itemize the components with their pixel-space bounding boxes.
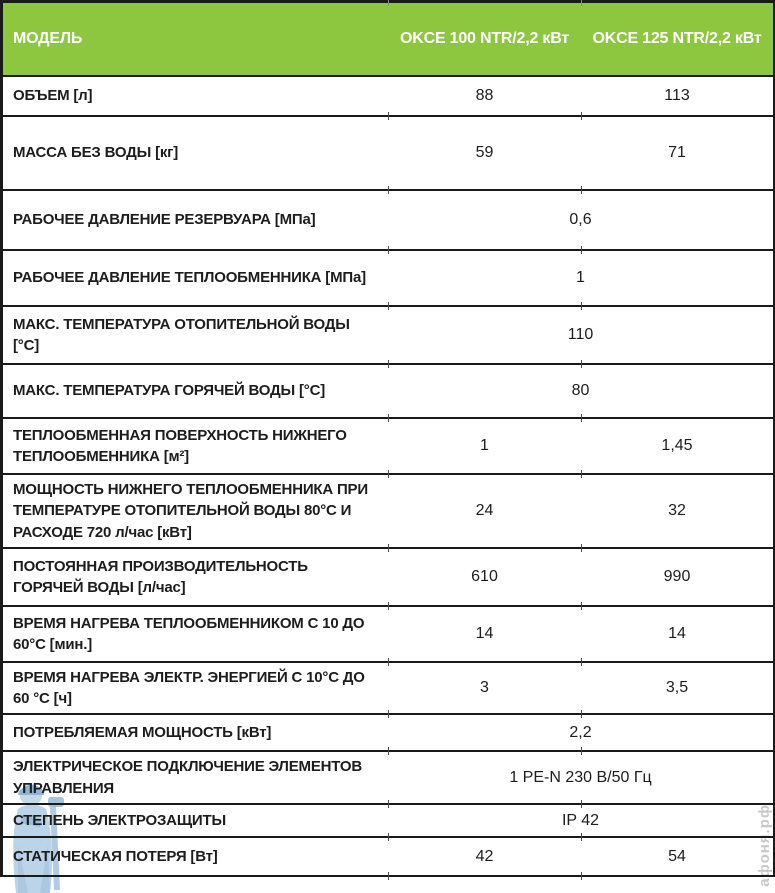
spec-value-merged: 2,2 <box>569 723 592 741</box>
spec-label: МАССА БЕЗ ВОДЫ [кг] <box>13 144 179 162</box>
spec-value-merged: IP 42 <box>561 811 600 829</box>
spec-value: 990 <box>663 567 691 585</box>
spec-label: МАКС. ТЕМПЕРАТУРА ГОРЯЧЕЙ ВОДЫ [°С] <box>13 382 326 400</box>
spec-label: РАБОЧЕЕ ДАВЛЕНИЕ РЕЗЕРВУАРА [МПа] <box>13 211 316 229</box>
spec-value: 1 <box>480 437 489 454</box>
spec-value-merged: 80 <box>571 382 590 399</box>
spec-row <box>3 805 773 838</box>
spec-value: 1,45 <box>661 437 693 454</box>
spec-row <box>3 251 773 307</box>
spec-row <box>3 607 773 663</box>
spec-label: ОБЪЕМ [л] <box>13 87 93 105</box>
spec-row <box>3 549 773 607</box>
spec-value: 3 <box>480 679 489 697</box>
spec-row <box>3 77 773 117</box>
spec-label: ВРЕМЯ НАГРЕВА ТЕПЛООБМЕННИКОМ С 10 ДО 60°С [мин.] <box>13 614 365 653</box>
spec-value: 54 <box>668 847 686 865</box>
spec-label: ТЕПЛООБМЕННАЯ ПОВЕРХНОСТЬ НИЖНЕГО ТЕПЛООБМЕННИКА [м²] <box>13 426 347 465</box>
site-watermark-text: афоня.рф <box>756 804 773 887</box>
spec-label: МОЩНОСТЬ НИЖНЕГО ТЕПЛООБМЕННИКА ПРИ ТЕМПЕРАТУРЕ ОТОПИТЕЛЬНОЙ ВОДЫ 80°С И РАСХОДЕ 720 л/час [кВт] <box>13 481 368 541</box>
column-header-okce-100: OKCE 100 NTR/2,2 кВт <box>399 30 570 47</box>
spec-row <box>3 663 773 716</box>
spec-value: 3,5 <box>665 679 689 697</box>
header-row <box>3 3 773 77</box>
spec-row <box>3 752 773 805</box>
spec-value-merged: 1 PE-N 230 В/50 Гц <box>509 768 652 786</box>
spec-label: ПОСТОЯННАЯ ПРОИЗВОДИТЕЛЬНОСТЬ ГОРЯЧЕЙ ВОДЫ [л/час] <box>13 557 308 596</box>
spec-label: МАКС. ТЕМПЕРАТУРА ОТОПИТЕЛЬНОЙ ВОДЫ [°С] <box>13 315 350 354</box>
spec-label: ПОТРЕБЛЯЕМАЯ МОЩНОСТЬ [кВт] <box>13 724 272 742</box>
spec-value: 32 <box>668 501 686 519</box>
spec-value: 88 <box>475 87 494 104</box>
spec-value-merged: 110 <box>567 326 594 343</box>
spec-label: СТЕПЕНЬ ЭЛЕКТРОЗАЩИТЫ <box>13 811 226 829</box>
spec-value: 14 <box>668 624 686 642</box>
spec-value: 59 <box>475 144 494 161</box>
spec-label: ЭЛЕКТРИЧЕСКОЕ ПОДКЛЮЧЕНИЕ ЭЛЕМЕНТОВ УПРАВЛЕНИЯ <box>13 758 362 797</box>
model-column-header: МОДЕЛЬ <box>13 30 83 47</box>
spec-rows <box>3 77 773 877</box>
spec-row <box>3 365 773 419</box>
spec-row <box>3 307 773 365</box>
spec-value-merged: 0,6 <box>569 211 592 228</box>
spec-value: 113 <box>664 87 690 104</box>
spec-label: ВРЕМЯ НАГРЕВА ЭЛЕКТР. ЭНЕРГИЕЙ С 10°С ДО 60 °С [ч] <box>13 668 365 708</box>
spec-row <box>3 191 773 251</box>
spec-value: 71 <box>668 144 686 161</box>
spec-row <box>3 838 773 877</box>
spec-label: РАБОЧЕЕ ДАВЛЕНИЕ ТЕПЛООБМЕННИКА [МПа] <box>13 269 366 287</box>
spec-value: 42 <box>475 847 494 865</box>
spec-row <box>3 715 773 752</box>
column-header-okce-125: OKCE 125 NTR/2,2 кВт <box>592 30 762 47</box>
spec-label: СТАТИЧЕСКАЯ ПОТЕРЯ [Вт] <box>13 847 218 865</box>
spec-value: 14 <box>475 624 494 642</box>
spec-value-merged: 1 <box>576 269 585 286</box>
spec-value: 610 <box>471 567 498 585</box>
spec-row <box>3 117 773 191</box>
spec-row <box>3 475 773 549</box>
spec-row <box>3 419 773 475</box>
spec-value: 24 <box>475 501 494 519</box>
